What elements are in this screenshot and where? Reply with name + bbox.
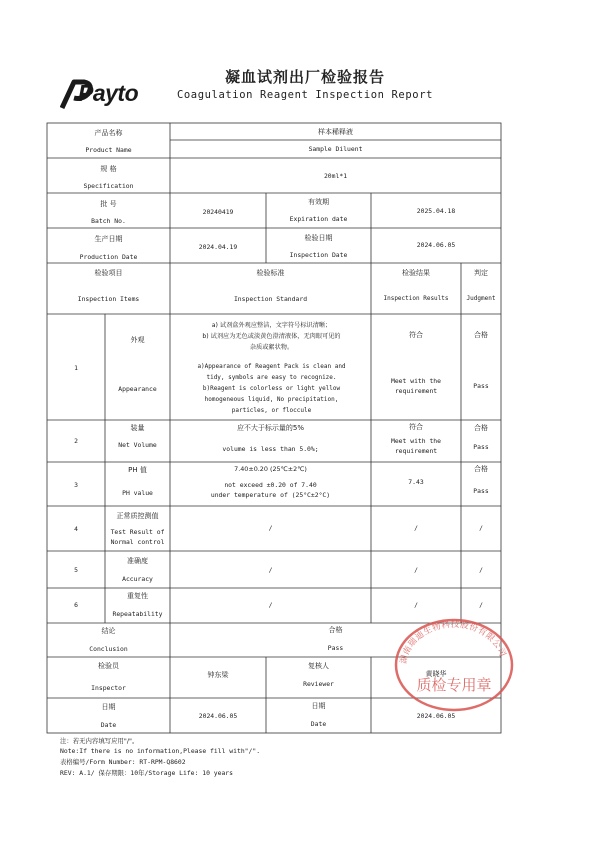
row-2-std-cn: 应不大于标示量的5% [236,424,305,432]
row-1-result-en-2: requirement [394,387,438,395]
row-2-judge-en: Pass [473,443,489,451]
expiry-value: 2025.04.18 [416,207,456,215]
row-6-judge: / [479,601,483,609]
row-2-std-en: volume is less than 5.0%; [222,445,319,453]
row-4-judge: / [479,524,483,532]
batch-label-cn: 批 号 [100,200,117,208]
row-1-std-cn-3: 杂质或絮状物。 [249,344,294,351]
row-5-no: 5 [74,566,78,574]
insp-date-label-en: Inspection Date [289,251,348,259]
row-2-judge-cn: 合格 [474,424,488,432]
row-5-judge: / [479,566,483,574]
report-title-en: Coagulation Reagent Inspection Report [176,89,434,101]
row-5-item-en: Accuracy [122,575,153,583]
footer-form-number: 表格编号/Form Number: RT-RPM-Q8602 [60,758,186,766]
row-5-item-cn: 准确度 [127,557,148,565]
row-6-result: / [414,601,418,609]
row-6-std: / [268,601,273,609]
row-3-judge-en: Pass [473,487,489,495]
product-name-value-cn: 样本稀释液 [318,128,353,136]
row-1-result-en-1: Meet with the [390,377,442,385]
row-2-result-cn: 符合 [409,423,423,431]
col-results-en: Inspection Results [383,295,449,302]
date-value: 2024.06.05 [198,712,238,720]
inspector-label-en: Inspector [91,684,126,692]
spec-label-en: Specification [83,182,134,190]
row-1-std-en-1: a)Appearance of Reagent Pack is clean and [197,363,346,370]
footer-note-cn: 注：若无内容填写应用"/"。 [60,737,139,745]
row-1-std-cn-1: a) 试剂盒外观应整洁，文字符号标识清晰； [211,322,332,329]
col-results-cn: 检验结果 [402,269,430,277]
date-label-cn: 日期 [101,703,116,711]
inspector-signature: 钟东梁 [207,671,229,679]
report-title-cn: 凝血试剂出厂检验报告 [224,68,385,86]
conclusion-value-cn: 合格 [328,626,343,634]
row-1-result-cn: 符合 [409,331,423,339]
row-3-no: 3 [74,481,78,489]
date2-value: 2024.06.05 [416,712,456,720]
col-items-cn: 检验项目 [94,269,123,277]
product-name-label-en: Product Name [85,146,132,154]
logo-text: Payto [78,80,139,106]
row-4-std: / [268,524,273,532]
row-4-item-cn: 正常质控测值 [116,512,159,520]
row-3-std-en-1: not exceed ±0.20 of 7.40 [224,481,317,489]
row-3-item-en: PH value [122,489,153,497]
footer-note-en: Note:If there is no information,Please fill with"/". [60,747,261,755]
col-items-en: Inspection Items [77,295,140,303]
conclusion-label-en: Conclusion [89,645,128,653]
row-1-std-en-4: homogeneous liquid, No precipitation, [204,396,339,403]
inspection-seal-icon [392,615,516,713]
row-1-judge-cn: 合格 [474,331,488,339]
svg-text:质检专用章: 质检专用章 [416,676,492,694]
row-3-std-cn: 7.40±0.20 (25℃±2℃) [234,465,307,473]
row-1-judge-en: Pass [473,382,489,390]
row-2-result-en-2: requirement [394,447,438,455]
product-name-label-cn: 产品名称 [94,129,123,137]
batch-value: 20240419 [202,208,234,216]
row-4-item-en-1: Test Result of [110,528,165,536]
col-standard-en: Inspection Standard [233,295,308,303]
expiry-label-en: Expiration date [289,215,348,223]
row-1-std-en-5: particles, or floccule [231,407,312,414]
row-2-result-en-1: Meet with the [390,437,442,445]
row-4-result: / [414,524,418,532]
row-1-item-en: Appearance [118,385,157,393]
spec-value: 20ml*1 [323,172,348,180]
spec-label-cn: 规 格 [100,165,117,173]
product-name-value-en: Sample Diluent [308,145,363,153]
row-4-no: 4 [74,525,78,533]
batch-label-en: Batch No. [91,217,126,225]
reviewer-label-en: Reviewer [303,680,334,688]
footer-revision: REV: A.1/ 保存期限：10年/Storage Life: 10 years [60,769,234,777]
row-4-item-en-2: Normal control [110,538,165,546]
row-3-item-cn: PH 值 [128,466,147,474]
date2-label-en: Date [310,720,327,728]
row-5-result: / [414,566,418,574]
row-1-std-en-2: tidy, symbols are easy to recognize. [206,374,337,381]
col-judgment-en: Judgment [466,295,496,302]
date-label-en: Date [100,721,117,729]
row-6-no: 6 [74,601,78,609]
reviewer-signature: 黄晓华 [425,670,447,678]
row-6-item-en: Repeatability [112,610,163,618]
inspector-label-cn: 检验员 [98,662,119,670]
insp-date-label-cn: 检验日期 [304,234,333,242]
row-5-std: / [268,566,273,574]
expiry-label-cn: 有效期 [308,198,329,206]
conclusion-label-cn: 结论 [101,627,116,635]
row-2-item-cn: 装量 [130,424,145,432]
prod-date-label-cn: 生产日期 [94,235,123,243]
row-2-no: 2 [74,437,78,445]
col-judgment-cn: 判定 [474,269,488,277]
row-1-item-cn: 外观 [130,336,145,344]
conclusion-value-en: Pass [327,644,344,652]
row-1-std-cn-2: b) 试剂应为无色或淡黄色澄清液体，无肉眼可见的 [202,333,341,340]
prod-date-label-en: Production Date [79,253,138,261]
row-1-std-en-3: b)Reagent is colorless or light yellow [202,385,341,392]
insp-date-value: 2024.06.05 [416,241,456,249]
reviewer-label-cn: 复核人 [308,662,329,670]
col-standard-cn: 检验标准 [256,269,285,277]
row-6-item-cn: 重复性 [127,592,148,600]
row-3-std-en-2: under temperature of (25°C±2°C) [210,491,331,499]
row-1-no: 1 [74,364,78,372]
row-3-result: 7.43 [408,478,424,486]
date2-label-cn: 日期 [311,702,326,710]
prod-date-value: 2024.04.19 [198,243,238,251]
row-3-judge-cn: 合格 [474,465,488,473]
svg-text:湖南瑞迪生物科技股份有限公司: 湖南瑞迪生物科技股份有限公司 [398,619,508,665]
row-2-item-en: Net Volume [118,441,157,449]
